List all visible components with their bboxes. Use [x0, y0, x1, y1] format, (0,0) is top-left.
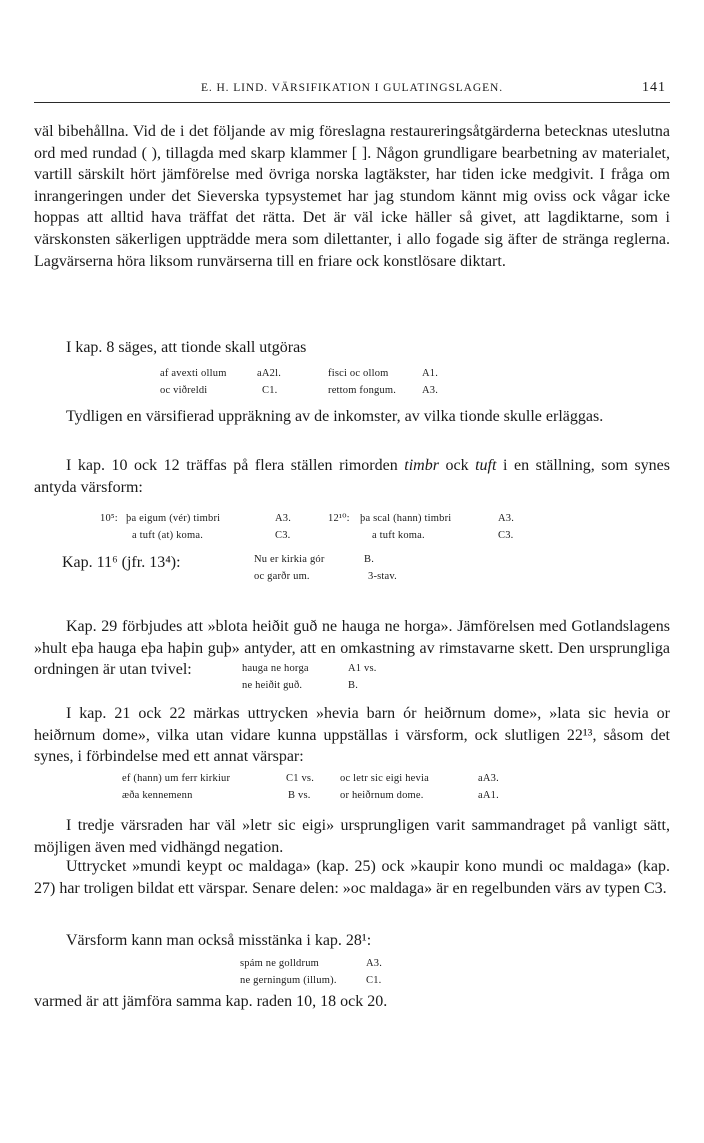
verse-type: A3.	[422, 385, 439, 396]
verse-type: C1.	[366, 975, 382, 986]
paragraph-varmed: varmed är att jämföra samma kap. raden 10, 18 ock 20.	[34, 993, 388, 1010]
verse-example-kap-29	[242, 660, 442, 696]
verse-ref: 12¹⁰:	[328, 513, 350, 524]
verse-type: A3.	[366, 958, 383, 969]
verse-type: C3.	[275, 530, 291, 541]
verse-line: or heiðrnum dome.	[340, 790, 424, 801]
verse-ref: 10⁵:	[100, 513, 118, 524]
verse-type: B.	[364, 554, 375, 565]
paragraph-kap-21-22: I kap. 21 ock 22 märkas uttrycken »hevia barn ór heiðrnum dome», »lata sic hevia or heiðrnum dome», vilka utan vidare kunna uppställas i värsform, ock slutligen 22¹³, såsom det synes, i förbindelse med ett annat värspar:	[34, 705, 670, 766]
verse-type: C1.	[262, 385, 278, 396]
verse-example-kap-10-12	[100, 510, 560, 546]
verse-type: A1.	[422, 368, 439, 379]
verse-example-kap-28	[240, 955, 440, 991]
paragraph-kap-8: I kap. 8 säges, att tionde skall utgöras	[66, 339, 307, 356]
paragraph-restoration-notes: väl bibehållna. Vid de i det följande av mig föreslagna restaureringsåtgärderna betecknas uteslutna ord med rundad ( ), tillagda med skarp klammer [ ]. Någon grundligare bearbetning av materialet, vartill särskilt hört jämförelse med övriga norska lagtäkster, har tiden icke medgivit. I fråga om inrangeringen under det Sieverska typsystemet har jag stundom kännt mig oviss ock vågar icke hoppas att alltid hava träffat det rätta. Det är väl icke häller så givet, att lagdiktarne, som i värskonsten säkerligen uppträdde mera som dilettanter, i allo fogade sig äfter de stränga reglerna. Lagvärserna höra liksom runvärserna till en friare ock konstlösare diktart.	[34, 123, 670, 270]
verse-line: hauga ne horga	[242, 663, 309, 674]
page-number: 141	[642, 80, 666, 95]
verse-type: aA2l.	[257, 368, 282, 379]
verse-type: A3.	[498, 513, 515, 524]
verse-line: ne gerningum (illum).	[240, 975, 337, 986]
verse-line: fisci oc ollom	[328, 368, 389, 379]
verse-type: B.	[348, 680, 359, 691]
verse-line: rettom fongum.	[328, 385, 397, 396]
text-run: ock	[438, 457, 476, 474]
verse-line: spám ne golldrum	[240, 958, 320, 969]
verse-line: ef (hann) um ferr kirkiur	[122, 773, 231, 784]
text-run: I kap. 10 ock 12 träffas på flera ställen rimorden	[66, 457, 405, 474]
verse-line: þa eigum (vér) timbri	[126, 513, 221, 524]
verse-type: C1 vs.	[286, 773, 315, 784]
text-run: i en ställning, som synes antyda värsform:	[34, 457, 671, 496]
verse-type: aA3.	[478, 773, 499, 784]
paragraph-tionde: Tydligen en värsifierad uppräkning av de inkomster, av vilka tionde skulle erläggas.	[66, 408, 604, 425]
verse-line: oc letr sic eigi hevia	[340, 773, 429, 784]
verse-type: 3-stav.	[368, 571, 398, 582]
label-kap-11: Kap. 11⁶ (jfr. 13⁴):	[62, 554, 181, 571]
verse-line: æða kennemenn	[122, 790, 193, 801]
verse-type: A3.	[275, 513, 292, 524]
verse-line: ne heiðit guð.	[242, 680, 303, 691]
paragraph-kap-10-12	[34, 455, 670, 498]
paragraph-kap-28: Värsform kann man också misstänka i kap. 28¹:	[66, 932, 372, 949]
verse-line: a tuft koma.	[372, 530, 425, 541]
rhyme-word-timbr: timbr	[404, 457, 439, 474]
verse-example-kap-22	[122, 770, 562, 806]
verse-type: aA1.	[478, 790, 499, 801]
verse-line: oc garðr um.	[254, 571, 310, 582]
verse-line: Nu er kirkia gór	[254, 554, 325, 565]
running-header	[34, 80, 670, 103]
running-title: E. H. LIND. VÄRSIFIKATION I GULATINGSLAGEN.	[200, 82, 503, 94]
paragraph-tredje-varsraden: I tredje värsraden har väl »letr sic eigi» ursprungligen varit sammandraget på vanligt sätt, möjligen även med vidhängd negation.	[34, 817, 670, 856]
verse-example-kap-8	[160, 365, 520, 401]
paragraph-mundi-keypt: Uttrycket »mundi keypt oc maldaga» (kap. 25) ock »kaupir kono mundi oc maldaga» (kap. 27) har troligen bildat ett värspar. Senare delen: »oc maldaga» är en regelbunden värs av typen C3.	[34, 858, 670, 897]
verse-type: C3.	[498, 530, 514, 541]
verse-type: B vs.	[288, 790, 311, 801]
verse-line: af avexti ollum	[160, 368, 227, 379]
paragraph-kap-29: Kap. 29 förbjudes att »blota heiðit guð ne hauga ne horga». Jämförelsen med Gotlandslagens »hult eþa hauga eþa haþin guþ» antyder, att en omkastning av rimstavarne skett. Den ursprungliga ordningen är utan tvivel:	[34, 618, 670, 679]
verse-line: oc viðreldi	[160, 385, 208, 396]
verse-example-kap-11	[254, 551, 474, 587]
verse-type: A1 vs.	[348, 663, 377, 674]
verse-line: þa scal (hann) timbri	[360, 513, 452, 524]
rhyme-word-tuft: tuft	[475, 457, 497, 474]
verse-line: a tuft (at) koma.	[132, 530, 204, 541]
